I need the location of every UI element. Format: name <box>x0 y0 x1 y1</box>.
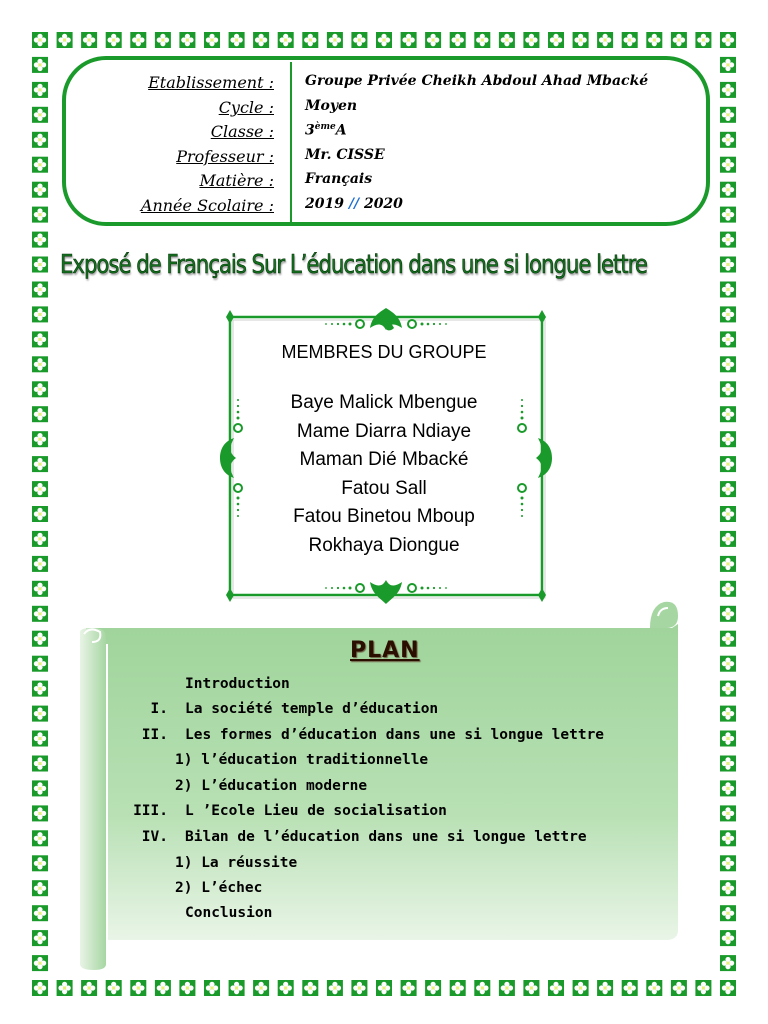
border-flower-icon <box>720 581 736 597</box>
border-flower-icon <box>646 32 662 48</box>
border-flower-icon <box>32 980 48 996</box>
plan-item-number: II. <box>141 727 168 743</box>
plan-item <box>0 701 768 725</box>
border-flower-icon <box>302 32 318 48</box>
plan-item-text: Bilan de l’éducation dans une si longue lettre <box>185 829 587 845</box>
info-label-professeur: Professeur : <box>176 147 274 166</box>
border-flower-icon <box>401 980 417 996</box>
plan-item-text: 1) l’éducation traditionnelle <box>175 752 429 768</box>
plan-item-text: Les formes d’éducation dans une si longue lettre <box>185 727 605 743</box>
info-row-matiere <box>0 171 768 195</box>
plan-item <box>0 676 768 700</box>
border-flower-icon <box>32 257 48 273</box>
plan-item-text: Conclusion <box>185 905 273 921</box>
border-flower-icon <box>106 980 122 996</box>
border-flower-icon <box>32 32 48 48</box>
border-flower-icon <box>327 32 343 48</box>
info-label-cycle: Cycle : <box>218 98 274 117</box>
border-flower-icon <box>57 980 73 996</box>
border-flower-icon <box>278 32 294 48</box>
plan-item <box>0 727 768 751</box>
border-flower-icon <box>474 980 490 996</box>
border-flower-icon <box>155 980 171 996</box>
border-flower-icon <box>671 32 687 48</box>
plan-item-text: 2) L’éducation moderne <box>175 778 368 794</box>
info-row-classe <box>0 122 768 146</box>
border-flower-icon <box>720 282 736 298</box>
info-row-etablissement <box>0 73 768 97</box>
border-flower-icon <box>253 32 269 48</box>
info-value-cycle: Moyen <box>305 98 358 114</box>
border-flower-icon <box>32 57 48 73</box>
page-title: Exposé de Français Sur L’éducation dans une si longue lettre <box>60 250 647 280</box>
border-flower-icon <box>450 980 466 996</box>
border-flower-icon <box>499 32 515 48</box>
border-flower-icon <box>179 980 195 996</box>
border-flower-icon <box>474 32 490 48</box>
info-value-classe <box>305 122 347 139</box>
border-flower-icon <box>450 32 466 48</box>
border-flower-icon <box>720 232 736 248</box>
year-end: 2020 <box>363 196 403 212</box>
info-row-annee <box>0 196 768 220</box>
border-flower-icon <box>720 631 736 647</box>
border-flower-icon <box>32 930 48 946</box>
border-flower-icon <box>425 980 441 996</box>
border-flower-icon <box>229 32 245 48</box>
border-flower-icon <box>32 955 48 971</box>
border-flower-icon <box>32 282 48 298</box>
border-flower-icon <box>720 306 736 322</box>
class-level-superscript: ème <box>314 122 336 132</box>
member-name: Fatou Binetou Mboup <box>293 506 475 528</box>
border-flower-icon <box>720 656 736 672</box>
members-list <box>0 389 768 561</box>
border-flower-icon <box>155 32 171 48</box>
border-flower-icon <box>130 32 146 48</box>
border-flower-icon <box>106 32 122 48</box>
border-flower-icon <box>253 980 269 996</box>
member-name: Fatou Sall <box>341 477 427 499</box>
border-flower-icon <box>327 980 343 996</box>
border-flower-icon <box>573 980 589 996</box>
border-flower-icon <box>32 232 48 248</box>
border-flower-icon <box>229 980 245 996</box>
border-flower-icon <box>573 32 589 48</box>
plan-item <box>0 829 768 853</box>
border-flower-icon <box>32 306 48 322</box>
info-value-matiere: Français <box>305 171 373 187</box>
border-flower-icon <box>32 656 48 672</box>
border-flower-icon <box>622 980 638 996</box>
plan-item-text: La société temple d’éducation <box>185 701 439 717</box>
border-flower-icon <box>278 980 294 996</box>
plan-item-text: L ’Ecole Lieu de socialisation <box>185 803 447 819</box>
info-label-annee: Année Scolaire : <box>140 196 274 215</box>
border-flower-icon <box>720 930 736 946</box>
plan-item <box>0 803 768 827</box>
border-flower-icon <box>720 257 736 273</box>
border-flower-icon <box>81 980 97 996</box>
border-flower-icon <box>179 32 195 48</box>
plan-item <box>0 905 768 929</box>
border-flower-icon <box>204 980 220 996</box>
info-label-classe: Classe : <box>210 122 274 141</box>
year-separator: // <box>348 196 360 212</box>
class-level: 3 <box>305 122 315 139</box>
border-flower-icon <box>351 980 367 996</box>
info-value-professeur: Mr. CISSE <box>305 147 385 163</box>
plan-item <box>0 880 768 904</box>
info-value-etablissement: Groupe Privée Cheikh Abdoul Ahad Mbacké <box>305 73 649 89</box>
border-flower-icon <box>548 980 564 996</box>
border-flower-icon <box>57 32 73 48</box>
border-flower-icon <box>720 955 736 971</box>
border-flower-icon <box>695 32 711 48</box>
border-flower-icon <box>646 980 662 996</box>
border-flower-icon <box>695 980 711 996</box>
plan-title: PLAN <box>350 638 420 663</box>
plan-item <box>0 752 768 776</box>
border-flower-icon <box>32 606 48 622</box>
border-flower-icon <box>32 581 48 597</box>
plan-item-text: 1) La réussite <box>175 855 298 871</box>
plan-item <box>0 778 768 802</box>
border-flower-icon <box>302 980 318 996</box>
plan-item-number: I. <box>150 701 168 717</box>
info-value-annee <box>305 196 403 212</box>
border-flower-icon <box>376 980 392 996</box>
member-name: Baye Malick Mbengue <box>290 392 478 413</box>
border-flower-icon <box>351 32 367 48</box>
border-flower-icon <box>671 980 687 996</box>
border-flower-icon <box>720 606 736 622</box>
info-row-professeur <box>0 147 768 171</box>
border-flower-icon <box>204 32 220 48</box>
border-flower-icon <box>720 32 736 48</box>
info-row-cycle <box>0 98 768 122</box>
border-flower-icon <box>425 32 441 48</box>
member-name: Rokhaya Diongue <box>308 534 460 556</box>
border-flower-icon <box>548 32 564 48</box>
border-flower-icon <box>720 57 736 73</box>
border-flower-icon <box>597 980 613 996</box>
member-name: Maman Dié Mbacké <box>299 449 469 471</box>
border-flower-icon <box>523 980 539 996</box>
class-section: A <box>335 122 347 139</box>
plan-item-number: III. <box>133 803 168 819</box>
border-flower-icon <box>376 32 392 48</box>
border-flower-icon <box>720 980 736 996</box>
year-start: 2019 <box>305 196 344 212</box>
info-label-etablissement: Etablissement : <box>148 73 274 92</box>
border-flower-icon <box>523 32 539 48</box>
plan-item-text: 2) L’échec <box>175 880 263 896</box>
plan-item <box>0 855 768 879</box>
border-flower-icon <box>499 980 515 996</box>
border-flower-icon <box>622 32 638 48</box>
border-flower-icon <box>597 32 613 48</box>
member-name: Mame Diarra Ndiaye <box>296 420 472 442</box>
plan-item-number: IV. <box>141 829 168 845</box>
border-flower-icon <box>32 631 48 647</box>
border-flower-icon <box>130 980 146 996</box>
border-flower-icon <box>81 32 97 48</box>
border-flower-icon <box>401 32 417 48</box>
plan-item-text: Introduction <box>185 676 290 692</box>
members-heading: MEMBRES DU GROUPE <box>281 342 487 362</box>
info-label-matiere: Matière : <box>199 171 274 190</box>
